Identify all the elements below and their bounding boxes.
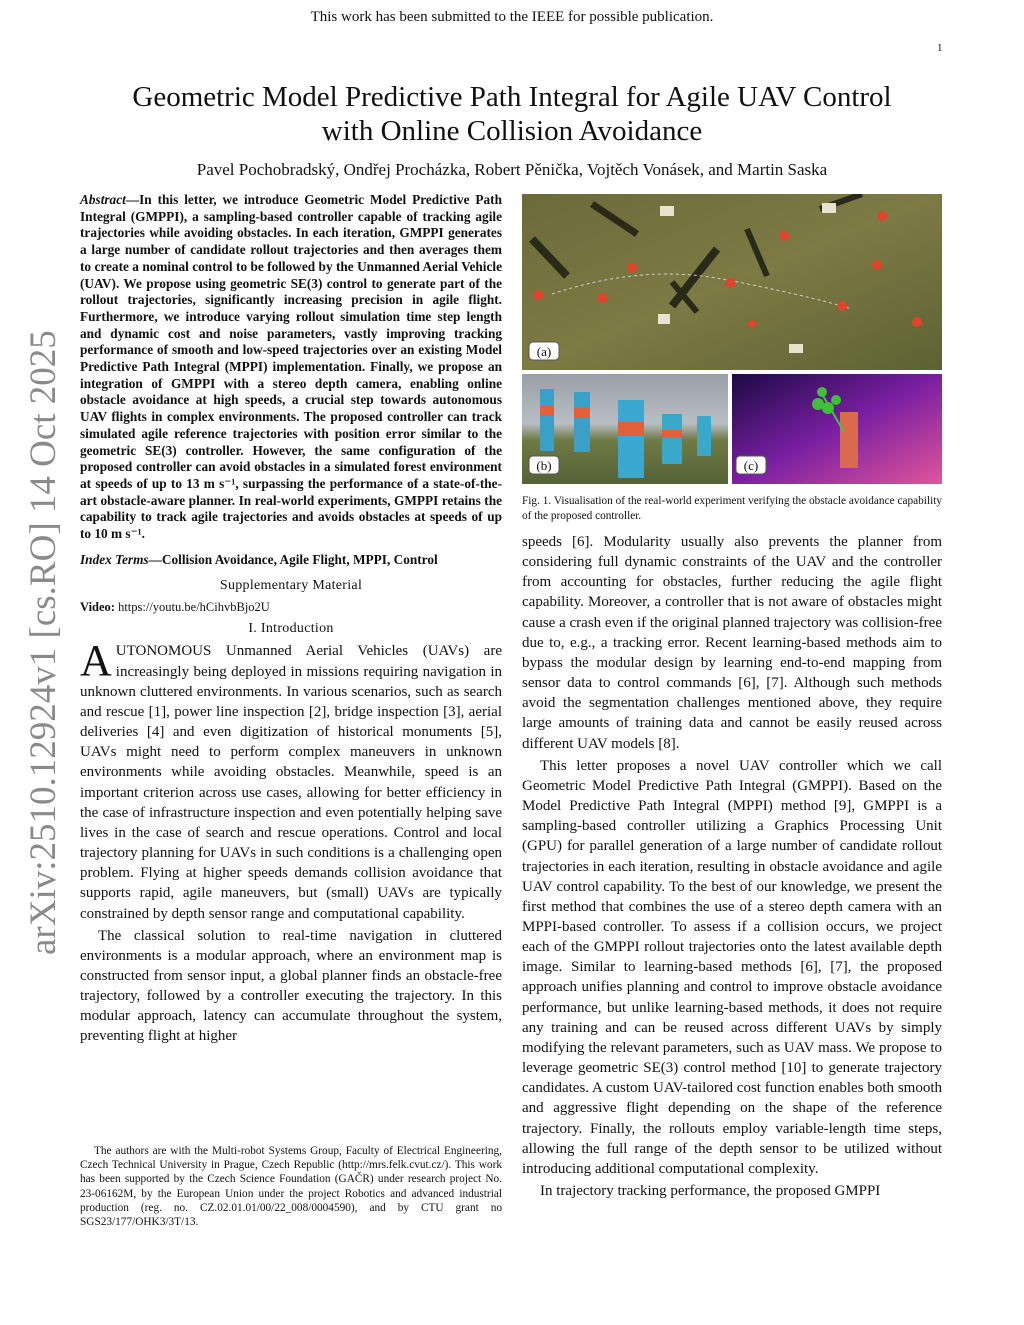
panel-a-label: (a) [536, 344, 552, 359]
affiliation-footnote: The authors are with the Multi-robot Systems Group, Faculty of Electrical Engineering, Czech Technical University in Prague, Czech Republic (http://mrs.felk.cvut.cz/). This work has been supported by the Czech Science Foundation (GAČR) under research project No. 23-06162M, by the European Union under the project Robotics and advanced industrial production (reg. no. CZ.02.01.01/00/22_008/0004590), and by CTU grant no SGS23/177/OHK3/3T/13. [80, 1145, 502, 1229]
video-label: Video: [80, 600, 115, 615]
figure-1 [522, 194, 942, 504]
panel-b-onboard-camera [522, 374, 728, 484]
supplementary-heading: Supplementary Material [219, 578, 363, 594]
introduction-heading: I. Introduction [248, 621, 334, 637]
drop-cap: A [80, 636, 112, 686]
panel-b-label: (b) [536, 458, 552, 473]
index-terms-text: —Collision Avoidance, Agile Flight, MPPI, Control [148, 551, 438, 567]
right-paragraph-3: In trajectory tracking performance, the proposed GMPPI [540, 1183, 881, 1199]
author-list: Pavel Pochobradský, Ondřej Procházka, Robert Pěnička, Vojtěch Vonásek, and Martin Saska [196, 160, 828, 179]
panel-a-aerial-view [522, 194, 942, 370]
intro-paragraph-1 [80, 636, 502, 923]
figure-1-caption: Fig. 1. Visualisation of the real-world experiment verifying the obstacle avoidance capability of the proposed controller. [522, 495, 942, 522]
video-link[interactable]: https://youtu.be/hCihvbBjo2U [118, 600, 270, 615]
title-line-2: with Online Collision Avoidance [321, 115, 703, 147]
right-column [522, 532, 942, 1201]
video-line [80, 600, 502, 615]
submission-notice: This work has been submitted to the IEEE for possible publication. [310, 9, 714, 25]
panel-c-label: (c) [743, 458, 759, 473]
intro-paragraph-1-text: UTONOMOUS Unmanned Aerial Vehicles (UAVs) are increasingly being deployed in missions requiring navigation in unknown cluttered environments. In various scenarios, such as search and rescue [1], power line inspection [2], bridge inspection [3], aerial deliveries [4] and even digitization of historical monuments [5], UAVs might need to perform complex maneuvers in unknown environments while avoiding obstacles. Meanwhile, speed is an important criterion across use cases, allowing for better efficiency in the case of infrastructure inspection and even potentially helping save lives in the case of search and rescue operations. Control and local trajectory planning for UAVs in such conditions is a challenging open problem. Flying at higher speeds demands collision avoidance that supports rapid, agile maneuvers, but (small) UAVs are typically constrained by depth sensor range and computational capability. [80, 643, 502, 922]
index-terms [80, 552, 502, 569]
figure-1-image [522, 194, 942, 484]
left-column [80, 192, 502, 1047]
arxiv-identifier: arXiv:2510.12924v1 [cs.RO] 14 Oct 2025 [23, 330, 64, 955]
paper-title [90, 80, 934, 148]
intro-paragraph-2: The classical solution to real-time navigation in cluttered environments is a modular approach, where an environment map is constructed from sensor input, a global planner finds an obstacle-free trajectory, followed by a controller executing the trajectory. In this modular approach, latency can accumulate throughout the system, preventing flight at higher [80, 927, 502, 1045]
abstract [80, 192, 502, 543]
right-paragraph-2: This letter proposes a novel UAV controller which we call Geometric Model Predictive Path Integral (GMPPI). Based on the Model Predictive Path Integral (MPPI) method [9], GMPPI is a sampling-based controller utilizing a Graphics Processing Unit (GPU) for parallel generation of a large number of candidate rollout trajectories in each iteration, resulting in obstacle avoidance and agile UAV control capability. To the best of our knowledge, we present the first method that combines the use of a stereo depth camera with an MPPI-based controller. To assess if a collision occurs, we project each of the GMPPI rollout trajectories onto the latest available depth image. Similar to learning-based methods [6], [7], the proposed approach unifies planning and control to improve obstacle avoidance performance, but unlike learning-based methods, it does not require any training and can be reused across different UAVs by simply modifying the relevant parameters, such as UAV mass. We propose to leverage geometric SE(3) control method [10] to generate trajectory candidates. A custom UAV-tailored cost function enables both smooth and aggressive flight depending on the shape of the reference trajectory. Finally, the rollouts employ variable-length time steps, allowing the full range of the depth sensor to be utilized without introducing additional computational complexity. [522, 757, 942, 1177]
right-paragraph-1: speeds [6]. Modularity usually also prevents the planner from considering full dynamic constraints of the UAV and the controller from accounting for obstacles, further reducing the agile flight capability. Moreover, a controller that is not aware of obstacles might cause a crash even if the original planned trajectory was collision-free due to, e.g., a tracking error. Recent learning-based methods aim to bypass the modular design by learning end-to-end mapping from sensor data to control commands [6], [7]. Although such methods avoid the segmentation challenges mentioned above, they require large amounts of training data and cannot be easily reused across different UAV models [8]. [522, 534, 942, 752]
title-line-1: Geometric Model Predictive Path Integral for Agile UAV Control [132, 81, 892, 113]
page-number: 1 [937, 42, 943, 54]
abstract-text: —In this letter, we introduce Geometric Model Predictive Path Integral (GMPPI), a sampling-based controller capable of tracking agile trajectories while avoiding obstacles. In each iteration, GMPPI generates a large number of candidate rollout trajectories and then averages them to create a nominal control to be followed by the Unmanned Aerial Vehicle (UAV). We propose using geometric SE(3) control to generate part of the rollout trajectories, significantly increasing precision in agile flight. Furthermore, we introduce varying rollout simulation time step length and dynamic cost and noise parameters, vastly improving tracking performance of smooth and low-speed trajectories over an existing Model Predictive Path Integral (MPPI) implementation. Finally, we propose an integration of GMPPI with a stereo depth camera, enabling online obstacle avoidance at high speeds, a crucial step towards autonomous UAV flights in complex environments. The proposed controller can track simulated agile reference trajectories with position error similar to the geometric SE(3) controller. However, the same configuration of the proposed controller can avoid obstacles in a simulated forest environment at speeds of up to 13 m s⁻¹, surpassing the performance of a state-of-the-art obstacle-aware planner. In real-world experiments, GMPPI retains the capability to track agile trajectories and avoids obstacles at speeds of up to 10 m s⁻¹. [80, 192, 502, 542]
abstract-label: Abstract [80, 192, 126, 207]
index-terms-label: Index Terms [80, 551, 149, 567]
panel-c-depth-image [732, 374, 942, 484]
